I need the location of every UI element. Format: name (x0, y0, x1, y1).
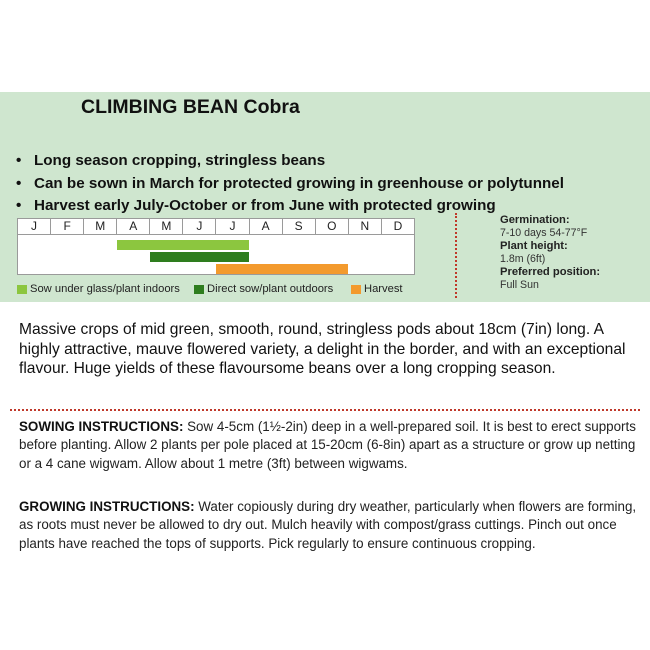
sowing-heading: SOWING INSTRUCTIONS: (19, 419, 184, 434)
month-sep: S (283, 219, 316, 234)
legend-label: Harvest (364, 283, 403, 295)
legend-harvest (351, 283, 403, 295)
sowing-calendar (17, 218, 415, 275)
sowing-instructions (19, 418, 639, 473)
feature-item: • Long season cropping, stringless beans (14, 150, 564, 173)
legend-label: Direct sow/plant outdoors (207, 283, 334, 295)
month-dec: D (393, 219, 403, 233)
germination-value: 7-10 days 54-77°F (500, 227, 588, 239)
position-value: Full Sun (500, 279, 539, 291)
month-jan: J (18, 219, 51, 234)
legend-swatch (17, 285, 27, 294)
legend-sow-indoors (17, 283, 180, 295)
section-divider (10, 409, 640, 411)
germination-label: Germination: (500, 214, 570, 226)
month-aug: A (250, 219, 283, 234)
month-apr: A (117, 219, 150, 234)
month-jun: J (183, 219, 216, 234)
month-feb: F (51, 219, 84, 234)
growing-text: Water copiously during dry weather, particularly when flowers are forming, as roots must never be allowed to dry out. Mulch heavily with compost/grass cuttings. Pinch out once plants have reached the tops of supports. Pick regularly to ensure continuous cropping. (19, 499, 637, 551)
legend-swatch (351, 285, 361, 294)
product-description: Massive crops of mid green, smooth, round, stringless pods about 18cm (7in) long. A highly attractive, mauve flowered variety, a delight in the border, and with an exceptional flavour. Huge yields of these flavoursome beans over a long cropping season. (19, 321, 626, 377)
feature-list (14, 150, 564, 218)
feature-item: • Harvest early July-October or from June with protected growing (14, 195, 564, 218)
bar-sow-indoors (117, 240, 249, 250)
bar-harvest (216, 264, 348, 274)
legend-label: Sow under glass/plant indoors (30, 283, 180, 295)
info-divider (455, 213, 457, 298)
legend-sow-outdoors (194, 283, 333, 295)
feature-item: • Can be sown in March for protected growing in greenhouse or polytunnel (14, 173, 564, 196)
calendar-legend (17, 283, 417, 297)
month-nov: N (349, 219, 382, 234)
calendar-months (18, 219, 414, 235)
month-may: M (150, 219, 183, 234)
sowing-text: Sow 4-5cm (1½-2in) deep in a well-prepared soil. It is best to erect supports before planting. Allow 2 plants per pole placed at 15-20cm (6-8in) apart as a structure or grow up netting or a 4 cane wigwam. Allow about 1 metre (3ft) between wigwams. (19, 419, 636, 471)
product-title: CLIMBING BEAN Cobra (81, 96, 300, 118)
growing-info (500, 214, 600, 292)
position-label: Preferred position: (500, 266, 601, 278)
month-oct: O (316, 219, 349, 234)
growing-instructions (19, 498, 639, 553)
month-mar: M (84, 219, 117, 234)
month-jul: J (216, 219, 249, 234)
legend-swatch (194, 285, 204, 294)
height-value: 1.8m (6ft) (500, 253, 546, 265)
height-label: Plant height: (500, 240, 568, 252)
bar-sow-outdoors (150, 252, 249, 262)
growing-heading: GROWING INSTRUCTIONS: (19, 499, 195, 514)
